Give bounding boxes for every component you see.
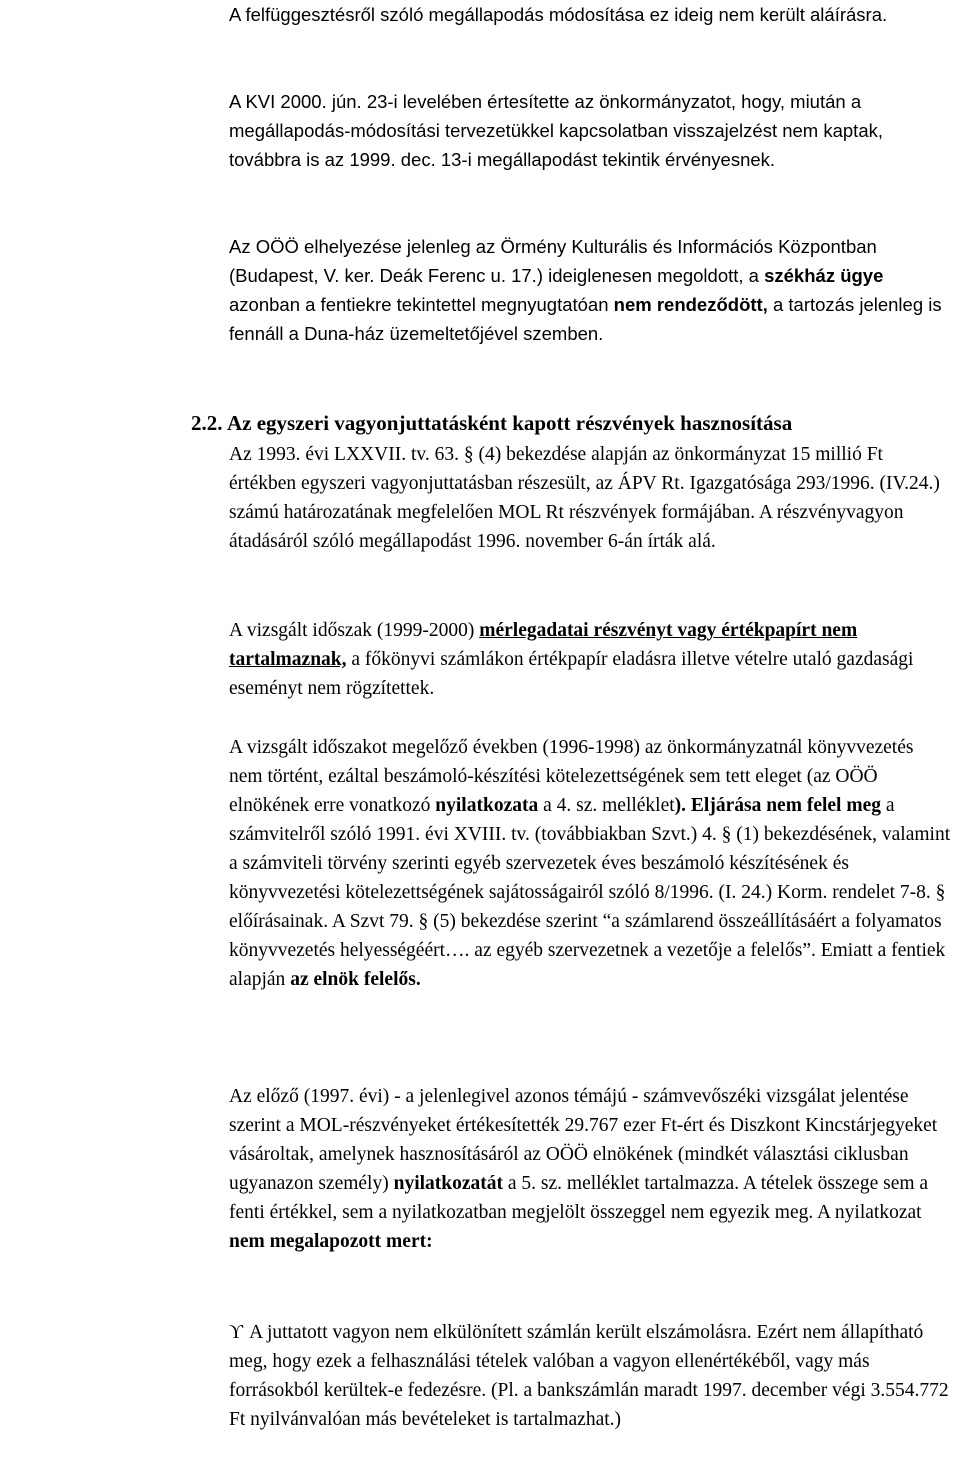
bold-run: mérlegadatai részvényt vagy értékpapírt nem tartalmaznak, <box>229 620 858 670</box>
paragraph-bookkeeping <box>229 733 951 994</box>
paragraph-kvi-letter <box>229 87 951 174</box>
paragraph-asset-allocation <box>229 440 951 556</box>
bullet-text: A juttatott vagyon nem elkülönített számlán került elszámolásra. Ezért nem állapítható meg, hogy ezek a felhasználási tételek valóban a vagyon ellenértékéből, vagy más forrásokból kerültek-e fedezésre. (Pl. a bankszámlán maradt 1997. december végi 3.554.772 Ft nyilvánvalóan más bevételeket is tartalmazhat.) <box>229 1322 949 1430</box>
paragraph-balance-sheet <box>229 616 951 703</box>
paragraph-previous-audit <box>229 1082 951 1256</box>
paragraph-text: A KVI 2000. jún. 23-i levelében értesítette az önkormányzatot, hogy, miután a megállapodás-módosítási tervezetükkel kapcsolatban visszajelzést nem kaptak, továbbra is az 1999. dec. 13-i megállapodást tekintik érvényesnek. <box>229 91 883 170</box>
paragraph-text: Az 1993. évi LXXVII. tv. 63. § (4) bekezdése alapján az önkormányzat 15 millió Ft értékben egyszeri vagyonjuttatásban részesült, az ÁPV Rt. Igazgatósága 293/1996. (IV.24.) számú határozatának megfelelően MOL Rt részvények formájában. A részvényvagyon átadásáról szóló megállapodást 1996. november 6-án írták alá. <box>229 444 940 552</box>
text-run: A vizsgált időszak (1999-2000) <box>229 620 480 641</box>
paragraph-headquarters <box>229 232 951 348</box>
bold-run: ). Eljárása nem felel meg <box>674 795 881 816</box>
bullet-icon: ϒ <box>229 1322 244 1343</box>
text-run: a főkönyvi számlákon értékpapír eladásra illetve vételre utaló gazdasági eseményt nem rögzítettek. <box>229 649 914 699</box>
text-run: A vizsgált időszakot megelőző években (1996-1998) az önkormányzatnál könyvvezetés nem történt, ezáltal beszámoló-készítési kötelezettségének sem tett eleget (az OÖÖ elnökének erre vonatkozó <box>229 737 914 816</box>
bold-run: az elnök felelős. <box>290 969 421 990</box>
bold-run: nyilatkozata <box>435 795 539 816</box>
bold-run: nem rendeződött, <box>613 294 768 315</box>
section-title: Az egyszeri vagyonjuttatásként kapott részvények hasznosítása <box>227 411 793 435</box>
text-run: Az előző (1997. évi) - a jelenlegivel azonos témájú - számvevőszéki vizsgálat jelentése szerint a MOL-részvényeket értékesítették 29.767 ezer Ft-ért és Diszkont Kincstárjegyeket vásároltak, amelynek hasznosításáról az OÖÖ elnökének (mindkét választási ciklusban ugyanazon személy) <box>229 1086 938 1194</box>
text-run: a 4. sz. melléklet <box>538 795 675 816</box>
paragraph-suspension-agreement <box>229 0 951 29</box>
text-run: azonban a fentiekre tekintettel megnyugtatóan <box>229 294 614 315</box>
text-run: a tartozás jelenleg is fennáll a Duna-ház üzemeltetőjével szemben. <box>229 294 942 344</box>
text-run: a 5. sz. melléklet tartalmazza. A tételek összege sem a fenti értékkel, sem a nyilatkozatban megjelölt összeggel nem egyezik meg. A nyilatkozat <box>229 1173 929 1223</box>
bold-run: székház ügye <box>764 265 884 286</box>
bold-run: nyilatkozatát <box>393 1173 504 1194</box>
paragraph-text: A felfüggesztésről szóló megállapodás módosítása ez ideig nem került aláírásra. <box>229 4 888 25</box>
section-heading <box>191 409 951 437</box>
bold-run: nem megalapozott mert: <box>229 1231 433 1252</box>
text-run: Az OÖÖ elhelyezése jelenleg az Örmény Kulturális és Információs Központban (Budapest, V. ker. Deák Ferenc u. 17.) ideiglenesen megoldott, a <box>229 236 877 286</box>
section-number: 2.2. <box>191 411 223 435</box>
text-run: a számvitelről szóló 1991. évi XVIII. tv. (továbbiakban Szvt.) 4. § (1) bekezdésének, valamint a számviteli törvény szerinti egyéb szervezetek éves beszámoló készítésének és könyvvezetési kötelezettségének sajátosságairól szóló 8/1996. (I. 24.) Korm. rendelet 7-8. § előírásainak. A Szvt 79. § (5) bekezdése szerint “a számlarend összeállításáért a folyamatos könyvvezetés helyességéért…. az egyéb szervezetnek a vezetője a felelős”. Emiatt a fentiek alapján <box>229 795 951 990</box>
bullet-item <box>229 1318 959 1434</box>
